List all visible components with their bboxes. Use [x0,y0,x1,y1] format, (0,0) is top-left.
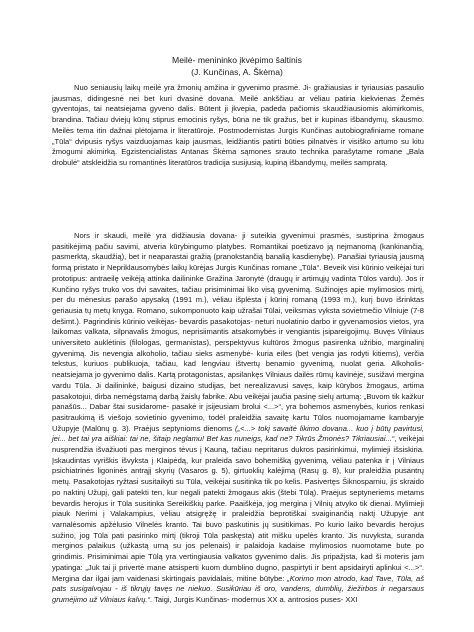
document-authors: (J. Kunčinas, A. Škėma) [191,66,283,77]
paragraph-1-block [52,83,424,169]
quote-italic-1: („<...> tokį savaitė likimo dovana... kuo į būtų pavirtusi, jei... bet tai yra aiškiai: tai ne, šitaip neglamu! Bet kas nuneigs, kad ne? Tikrūs Žmonės? Tikriausiai...“ [52,423,425,444]
paragraph-2-block [52,231,424,606]
paragraph-2-part-c: . Taigi, Jurgis Kunčinas- modernus XX a. antrosios puses- XXI [150,594,358,604]
document-title: Meilė- menininko įkvėpimo šaltinis [172,55,302,65]
paragraph-2-part-a: Nors ir skaudi, meilė yra didžiausia dovana- ji suteikia gyvenimui prasmės, sustiprina žmogaus pasitikėjimą pačiu savimi, atveria kūrybingumo platybes. Romantikai poetizavo ją nejmanomą (kankinančią, pasmerktą, skaudžią), bet ir neaparastai gražią (pranokstančią banalią kasdienybę). Panašiai tyriausią jausmą formą pristato ir Nepriklausomybės laikų kūrėjas Jurgis Kunčinas romane „Tūla“. Beveik visi kūrinio veikėjai turi prototipus: antraeilę veikėją attinka dailininke Gražina Jaronytė (draugų ir artimųjų vadinta Tūlos vardu). Jos ir Kunčino ryšys truko vos dvi savaites, tačiau prisiminimai liko visą gyvenimą. Sužinojęs apie mylimosios mirtį, per du mėnesius parašo apysaką (1991 m.), vėliau išplėsta į kūrinį romaną (1993 m.), kurį buvo išrinktas geriausia tų metų knyga. Romano, sukomponuoto kaip užrašai Tūlai, veiksmas vyksta sovietmečio Vilniuje (7-8 dešimt.). Pagrindinis kūrinio veikėjas- bevardis pasakotojas- neturi nuolatinio darbo ir gyvenamosios vietos, yra laikomas valkata, silpnavalis žmogus, neprisiimantis atsakomybės ir vengiantis įsipareigojimų. Buvęs Vilniaus universiteto auklėtinis (filologas, germanistas), perspektyvus kultūros žmogus pasirenka užribio, marginalinį gyvenimą. Jis nevengia alkoholio, tačiau sieks asmenybė- kuria eiles (bet vengia jas rodyti kitiems), verčia tekstus, kuriuos publikuoja, tačiau, kad lengviau ištvertų benamio gyvenimą, nuolat geria. Alkoholis- neatsiejama jo gyvenimo dalis. Kartą protagonistas, apsilankęs Vilniaus dailės rūmų kavinėje, susižavi mergina vardu Tūla. Ji dailininkė, baigusi dizaino studijas, bet nerealizavusi savęs, kaip kūrybos žmogaus, artima pasakotojui, dirba nemėgstamą darbą žaislų fabrike. Abu veikėjai jaučia pasinę sielų artumą: „Buvom tik kažkur panašūs... Dabar štai susidarome- pasakė ir įsijeusiam brolui <...>“, yra bohemos asmenybės, kurios renkasi pasitraukimą iš viešojo sovietinio gyvenimo, todėl praleidžia savaitę kartu Tūlos nuomojamame kambaryje Užupyje (Malūnų g. 3). Praėjus septynioms dienoms [52,231,424,433]
quote-italic-2: „Korimo mon atrodo, kad Tave, Tūla, aš pats susigalvojau - iš tikrųjų tavęs ne niekuo. Susikūriau iš oro, vandens, dumblių, žiežirbos ir negarsaus grumėjimo už Vilniaus kalvų.“ [52,573,424,604]
title-block [0,55,474,78]
paragraph-1: Nuo seniausių laikų meilė yra žmonių amžina ir gyvenimo prasmė. Ji- gražiausias ir tyriausias pasaulio jausmas, didingesnė nei bet kuri dvasinė dovana. Meilė ankščiau ar vėliau patiria kiekvienas Žemės gyventojas, tai neatsiejama gyveno dalis. Būtent ji įkvepia, padeda pačiomis skaudžiausiomis akimirkomis, brandina. Tačiau dviejų kūnų stiprus emocinis ryšys, būna ne tik gražus, bet ir kupinas išbandymų, skausmo. Meilės tema itin dažnai plėtojama ir literatūroje. Postmodernistas Jurgis Kunčinas autobiografiniame romane „Tūla“ dvipusis ryšys vaizduojamas kaip jausmas, leidžiantis patirti būties pilnatvės ir visiško artumo su kitu žmogumi akimirką. Egzistencialistas Antanas Škėma sąmones srauto technika parašytame romane „Bala drobulė“ atskleidžia su romantinės literatūros tradicija susijusią, kupiną išbandymų, meilės sampratą. [52,83,424,167]
paragraph-2 [52,231,424,606]
paragraph-2-part-b: , veikėjai nusprendžia išvažiuoti pas merginos tėvus į Kauną, tačiau nepritarus dukros pasirinkimui, mylimieji išsiskiria. Įskaudintas vyriškis išvyksta į Klaipėdą, kur praleida savo bohemišką gyvenimą, vėliau patenka ir į Vilniaus psichiatrinės ligoninės antrąjį skyrių (Vasaros g. 5), girtuoklių kalėjimą (Rasų g. 8), kur praleidžia pusantrų metų. Pasakotojas ryžtasi susitaikyti su Tūla, veikėjai susitinka tik po kelis. Pasivertęs Šiknosparniu, jis skraido po naktinį Užupį, gali patekti ten, kur negali patekti žmogaus akis (štebi Tūlą). Praėjus septyneriems metams bevardis herojus ir Tūla susitinka Sereikiškių parke. Paaiškėja, jog mergina į Vilnių atvyko tik dienai. Mylimieji piauk Nerimi į Valakampius, vėliau atsigręžę ir praleidžia beprotiškai svaiginančią naktį Užupyje ant varnalėsomis apžėlusio Vilnelės kranto. Tai buvo paskutinis jų susitikimas. Po kurio laiko bevardis herojus sužino, jog Tūla pati pasirinko mirtį (tikroji Tūla paskęsta) atit mišku upelės kranto. Jis nuvyksta, suranda merginos palaikus (užkastą urną su jos pelenais) ir palaidoja kadaise mylimosios nuomotame bute po grindimis. Prisiminimai apie Tūlą yra vertingiausia valkatos gyvenimo dalis. Jis pripažįsta, kad ši moteris jam ypatinga: „Juk tai ji privertė mane atsisperti kuom dumblino dugno, paspirtyti ir bent apsidairyti aplinkui <...>“. Mergina dar ilgai jam vaidenasi skirtingais pavidalais, mitine būtybe: [52,434,424,583]
